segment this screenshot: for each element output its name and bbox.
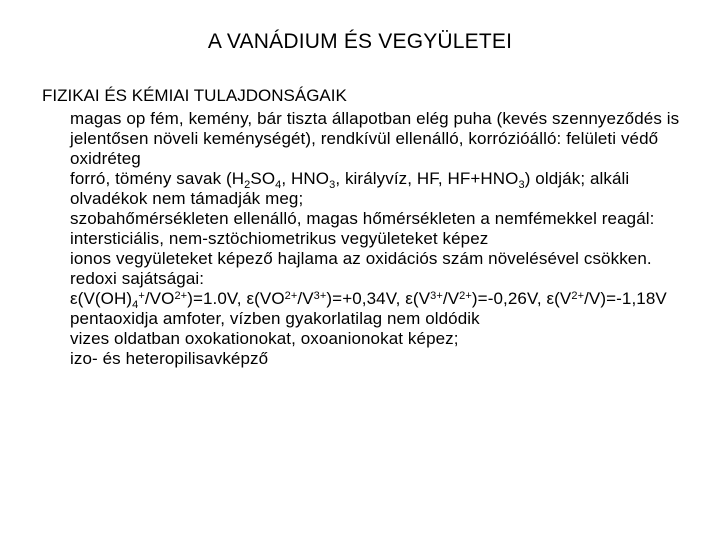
acids-sub-2: 4 — [275, 179, 282, 191]
list-item-hardness: magas op fém, kemény, bár tiszta állapotban elég puha (kevés szennyeződés is jelentősen növeli keménységét), rendkívül ellenálló, korrózióálló: felületi védő oxidréteg — [70, 109, 680, 168]
pot-sub-1b: 4 — [132, 299, 139, 311]
pot-text-1f: )=1.0V, ε(VO — [187, 289, 285, 308]
list-item-acids — [70, 169, 700, 209]
list-item-polyacid: izo- és heteropilisavképző — [70, 349, 269, 368]
pot-sup-1e: 2+ — [174, 290, 188, 302]
acids-text-1: forró, tömény savak (H — [70, 169, 245, 188]
acids-sub-3: 3 — [329, 179, 336, 191]
pot-sup-2a: 2+ — [284, 290, 298, 302]
acids-text-3: , HNO — [281, 169, 330, 188]
list-item-roomtemp: szobahőmérsékleten ellenálló, magas hőmérsékleten a nemfémekkel reagál: intersticiális, nem-sztöchiometrikus vegyületeket képez — [70, 209, 655, 248]
pot-sup-4a: 2+ — [571, 290, 585, 302]
acids-sub-1: 2 — [244, 179, 251, 191]
pot-sup-2c: 3+ — [313, 290, 327, 302]
acids-text-4: , királyvíz, HF, HF+HNO — [335, 169, 519, 188]
pot-text-1d: /VO — [144, 289, 175, 308]
list-item-aqueous: vizes oldatban oxokationokat, oxoanionokat képez; — [70, 329, 459, 348]
property-list — [70, 109, 700, 369]
pot-sup-1c: + — [138, 290, 145, 302]
acids-text-5: ) oldják; alkáli olvadékok nem támadják meg; — [70, 169, 630, 208]
pot-text-2b: /V — [297, 289, 314, 308]
pot-text-3b: /V — [442, 289, 460, 308]
acids-sub-4: 3 — [518, 179, 525, 191]
pot-sup-3c: 2+ — [459, 290, 472, 302]
pot-text-1a: ε(V(OH) — [70, 289, 133, 308]
pot-text-2d: )=+0,34V, ε(V — [326, 289, 431, 308]
slide-title: A VANÁDIUM ÉS VEGYÜLETEI — [207, 30, 513, 53]
pot-text-4b: /V)=-1,18V — [584, 289, 667, 308]
pot-sup-3a: 3+ — [430, 290, 443, 302]
acids-text-2: SO — [250, 169, 276, 188]
list-item-redox-heading: redoxi sajátságai: — [70, 269, 205, 288]
list-item-potentials — [70, 289, 700, 309]
list-item-ionic: ionos vegyületeket képező hajlama az oxidációs szám növelésével csökken. — [70, 249, 652, 268]
pot-text-3d: )=-0,26V, ε(V — [471, 289, 572, 308]
list-item-pentoxide: pentaoxidja amfoter, vízben gyakorlatilag nem oldódik — [70, 309, 480, 328]
section-heading: FIZIKAI ÉS KÉMIAI TULAJDONSÁGAIK — [42, 86, 347, 105]
